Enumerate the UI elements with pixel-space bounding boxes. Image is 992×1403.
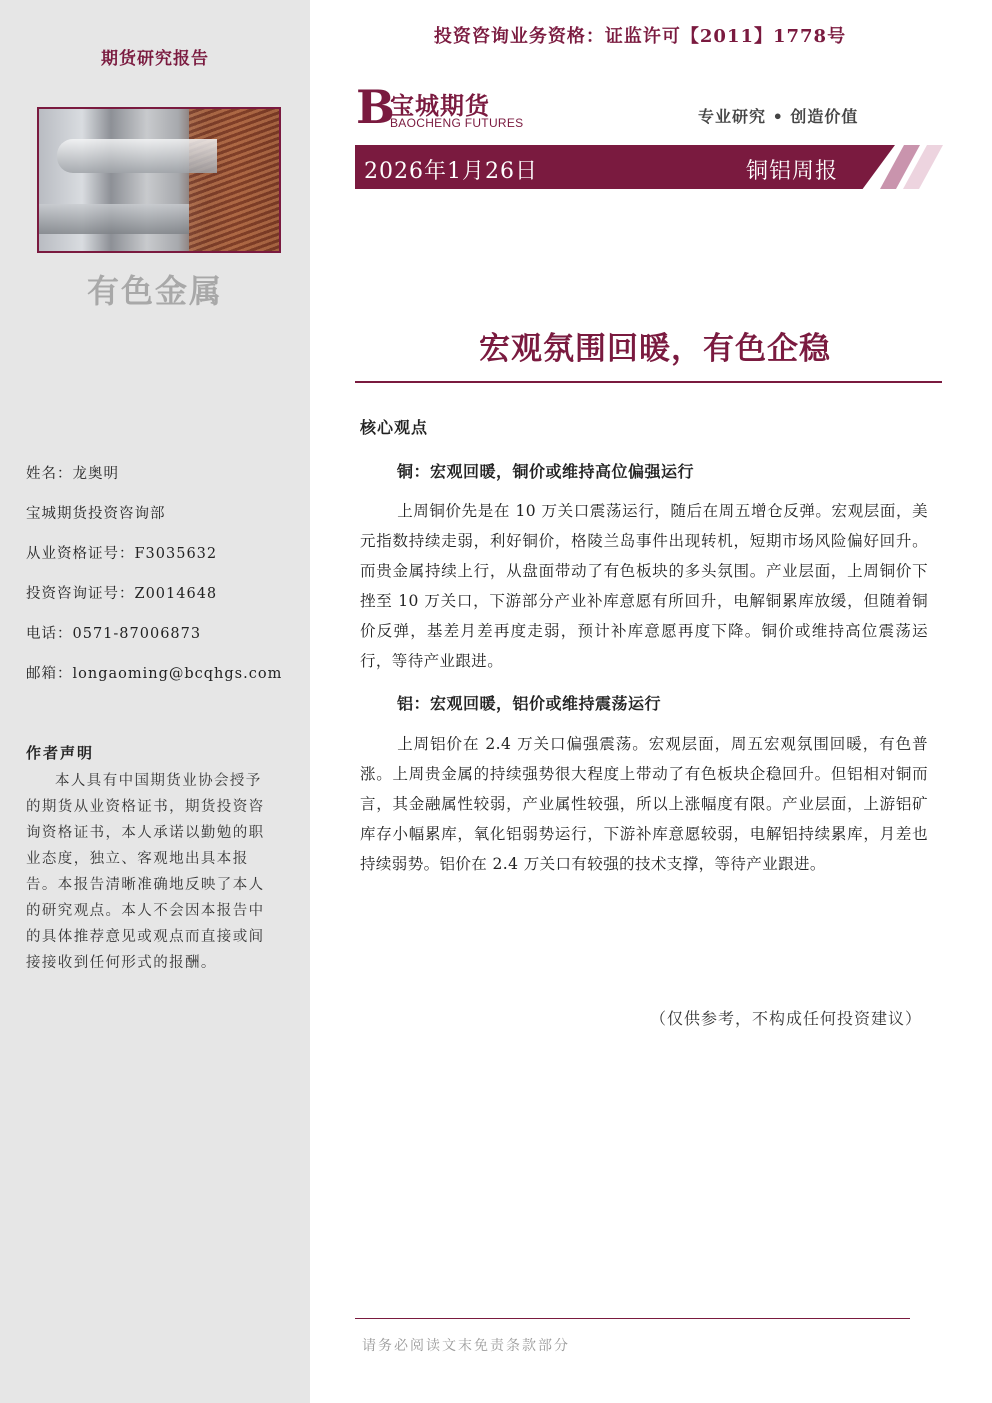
copper-coil-graphic: [189, 107, 281, 253]
report-date: 2026年1月26日: [364, 159, 538, 184]
slogan: 专业研究 • 创造价值: [698, 107, 859, 126]
analyst-phone: 电话：0571-87006873: [26, 626, 202, 642]
logo-chinese-name: 宝城期货: [390, 91, 490, 120]
analyst-qualification: 从业资格证号：F3035632: [26, 546, 218, 562]
declaration-text: 本人具有中国期货业协会授予的期货从业资格证书，期货投资咨询资格证书，本人承诺以勤勉的职业态度，独立、客观地出具本报告。本报告清晰准确地反映了本人的研究观点。本人不会因本报告中的具体推荐意见或观点而直接或间接接收到任何形式的报酬。: [26, 773, 265, 971]
aluminum-paragraph: 上周铝价在 2.4 万关口偏强震荡。宏观层面，周五宏观氛围回暖，有色普涨。上周贵金属的持续强势很大程度上带动了有色板块企稳回升。但铝相对铜而言，其金融属性较弱，产业属性较强，所以上涨幅度有限。产业层面，上游铝矿库存小幅累库，氧化铝弱势运行，下游补库意愿较弱，电解铝持续累库，月差也持续弱势。铝价在 2.4 万关口有较强的技术支撑，等待产业跟进。: [360, 735, 928, 873]
footer-note: 请务必阅读文末免责条款部分: [362, 1338, 570, 1354]
analyst-info: [26, 462, 282, 702]
metal-bar-graphic: [39, 204, 189, 234]
aluminum-heading: 铝：宏观回暖，铝价或维持震荡运行: [397, 694, 662, 713]
analyst-department: 宝城期货投资咨询部: [26, 506, 166, 522]
logo-english-name: BAOCHENG FUTURES: [390, 116, 524, 130]
footer-divider: [355, 1318, 910, 1319]
analyst-consulting-license: 投资咨询证号：Z0014648: [26, 586, 218, 602]
core-view-heading: 核心观点: [360, 418, 429, 437]
report-category-label: 期货研究报告: [101, 49, 209, 69]
sector-label: 有色金属: [86, 272, 223, 310]
sidebar: [0, 0, 310, 1403]
declaration-title: 作者声明: [26, 744, 95, 762]
investment-disclaimer: （仅供参考，不构成任何投资建议）: [649, 1009, 922, 1028]
title-divider: [355, 381, 942, 383]
analyst-name: 姓名：龙奥明: [26, 466, 119, 482]
logo-mark: B: [356, 80, 395, 134]
report-type: 铜铝周报: [746, 159, 839, 184]
copper-paragraph: 上周铜价先是在 10 万关口震荡运行，随后在周五增仓反弹。宏观层面，美元指数持续走弱，利好铜价，格陵兰岛事件出现转机，短期市场风险偏好回升。而贵金属持续上行，从盘面带动了有色板块的多头氛围。产业层面，上周铜价下挫至 10 万关口，下游部分产业补库意愿有所回升，电解铜累库放缓，但随着铜价反弹，基差月差再度走弱，预计补库意愿再度下降。铜价或维持高位震荡运行，等待产业跟进。: [360, 502, 928, 670]
company-logo: [356, 80, 526, 134]
report-title: 宏观氛围回暖，有色企稳: [479, 331, 831, 367]
copper-heading: 铜：宏观回暖，铜价或维持高位偏强运行: [397, 462, 695, 481]
qualification-line: 投资咨询业务资格：证监许可【2011】1778号: [433, 26, 847, 47]
metal-bar-graphic: [57, 139, 217, 173]
cover-photo: [37, 107, 281, 253]
analyst-email: 邮箱：longaoming@bcqhgs.com: [26, 666, 283, 682]
